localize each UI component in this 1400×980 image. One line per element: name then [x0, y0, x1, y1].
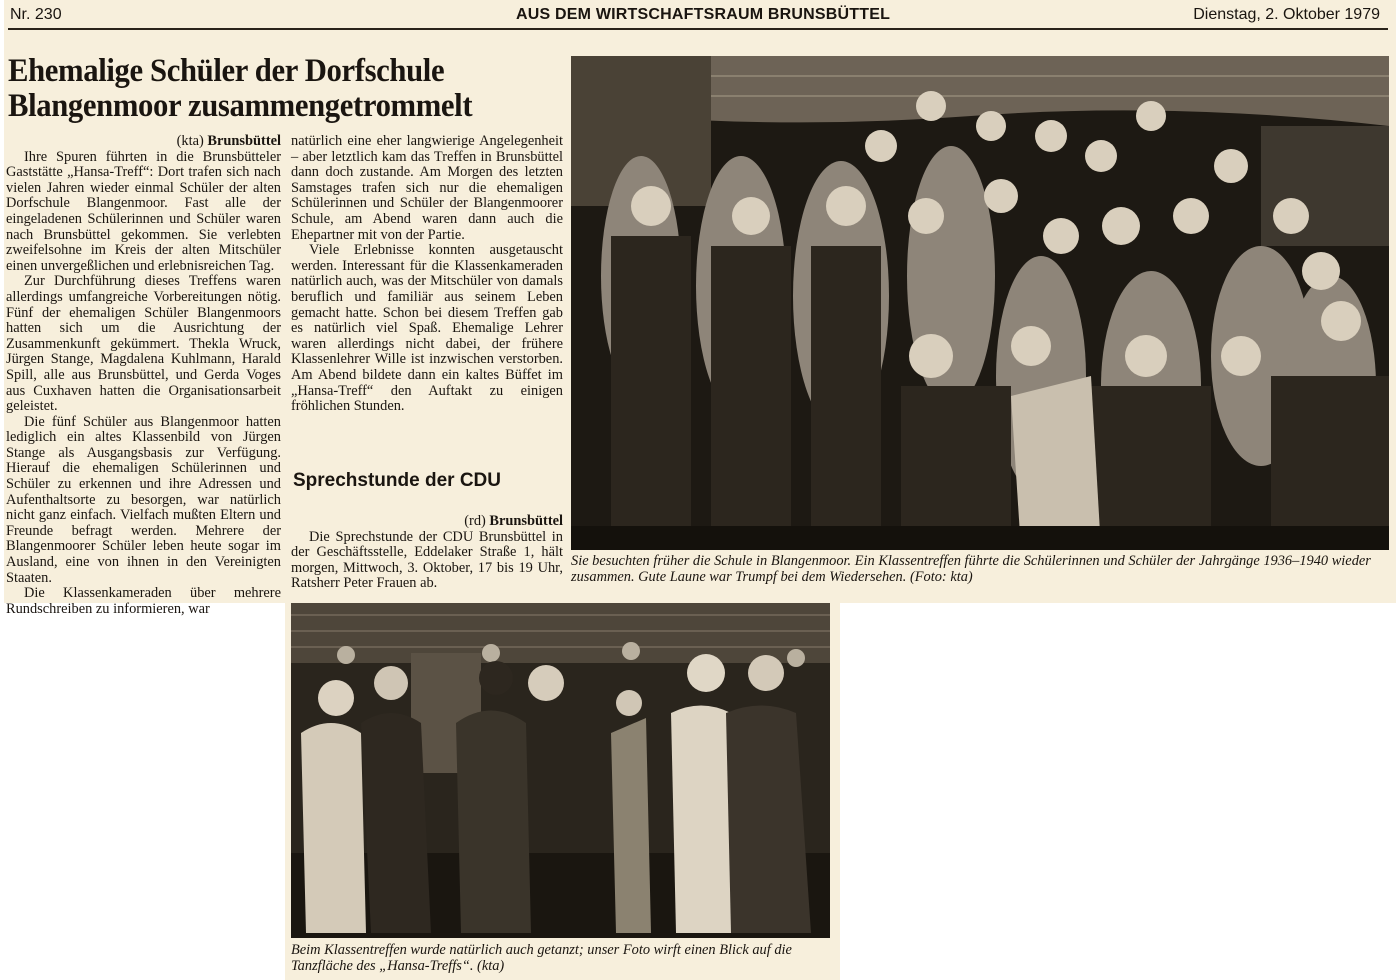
header-rule — [8, 28, 1388, 30]
brief-text: Die Sprechstunde der CDU Brunsbüttel in der Geschäftsstelle, Eddelaker Straße 1, hält morgen, Mittwoch, 3. Oktober, 17 bis 19 Uhr, Ratsherr Peter Frauen ab. — [291, 528, 563, 592]
brief-source: (rd) — [464, 513, 486, 529]
article-paragraph: Ihre Spuren führten in die Brunsbütteler Gaststätte „Hansa-Treff“: Dort trafen sich nach vielen Jahren wieder einmal Schüler der alten Dorfschule Blangenmoor. Fast alle der eingeladenen Schülerinnen und Schüler waren nach Brunsbüttel gekommen. Sie verlebten zweifelsohne im Kreis der alten Mitschüler einen unvergeßlichen und erlebnisreichen Tag. — [6, 148, 281, 274]
article-paragraph: natürlich eine eher langwierige Angelegenheit – aber letztlich kam das Treffen in Brunsbüttel dann doch zustande. Am Morgen des letzten Samstages trafen sich nur die ehemaligen Schülerinnen und Schüler der Blangenmoorer Schule, am Abend waren dann auch die Ehepartner mit von der Partie. — [291, 133, 563, 243]
brief-dateline — [291, 514, 563, 530]
dance-photo-caption: Beim Klassentreffen wurde natürlich auch getanzt; unser Foto wirft einen Blick auf die Tanzfläche des „Hansa-Treffs“. (kta) — [291, 942, 792, 974]
brief-column — [291, 514, 563, 592]
article-column-1 — [6, 134, 281, 617]
dance-floor-photo — [291, 603, 830, 938]
article-paragraph: Die Klassenkameraden über mehrere Rundschreiben zu informieren, war — [6, 585, 281, 617]
article-place: Brunsbüttel — [207, 133, 281, 149]
article-headline — [8, 54, 529, 124]
article-source: (kta) — [176, 133, 204, 149]
article-paragraph: Viele Erlebnisse konnten ausgetauscht werden. Interessant für die Klassenkameraden natürlich auch, was der Mitschüler von damals beruflich und familiär aus seinem Leben gemacht hatte. Schon bei diesem Treffen gab es natürlich viel Spaß. Ehemalige Lehrer waren allerdings nicht dabei, der frühere Klassenlehrer Wille ist inzwischen verstorben. Am Abend bildete dann ein kaltes Büffet im „Hansa-Treff“ den Auftakt zu einigen fröhlichen Stunden. — [291, 242, 563, 415]
page-header — [8, 4, 1388, 28]
class-reunion-group-photo — [571, 56, 1389, 550]
article-paragraph: Die fünf Schüler aus Blangenmoor hatten lediglich ein altes Klassenbild von Jürgen Stange als Ausgangsbasis zur Verfügung. Hierauf die ehemaligen Schülerinnen und Schüler zu erkennen und ihre Adressen und Aufenthaltsorte zu besorgen, war natürlich nicht ganz einfach. Vielfach mußten Eltern und Freunde befragt werden. Mehrere der Blangenmoorer Schüler leben heute sogar im Ausland, eine von ihnen in den Vereinigten Staaten. — [6, 413, 281, 586]
issue-number: Nr. 230 — [10, 6, 62, 23]
issue-date: Dienstag, 2. Oktober 1979 — [1193, 6, 1380, 23]
brief-place: Brunsbüttel — [489, 513, 563, 529]
article-column-2 — [291, 134, 563, 415]
brief-headline: Sprechstunde der CDU — [293, 470, 501, 491]
article-paragraph: Zur Durchführung dieses Treffens waren allerdings umfangreiche Vorbereitungen nötig. Fünf der ehemaligen Schüler Blangenmoors hatten sich um die Ausrichtung der Zusammenkunft gekümmert. Thekla Wruck, Jürgen Stange, Magdalena Kuhlmann, Harald Spill, alle aus Brunsbüttel, und Gerda Voges aus Cuxhaven hatten die Organisationsarbeit geleistet. — [6, 273, 281, 415]
section-title: AUS DEM WIRTSCHAFTSRAUM BRUNSBÜTTEL — [516, 6, 891, 23]
main-photo-caption: Sie besuchten früher die Schule in Blangenmoor. Ein Klassentreffen führte die Schülerinnen und Schüler der Jahrgänge 1936–1940 wieder zusammen. Gute Laune war Trumpf bei dem Wiedersehen. (Foto: kta) — [571, 553, 1371, 585]
headline-line-1: Ehemalige Schüler der Dorfschule — [8, 53, 445, 89]
article-dateline — [6, 134, 281, 150]
headline-line-2: Blangenmoor zusammengetrommelt — [8, 88, 473, 124]
